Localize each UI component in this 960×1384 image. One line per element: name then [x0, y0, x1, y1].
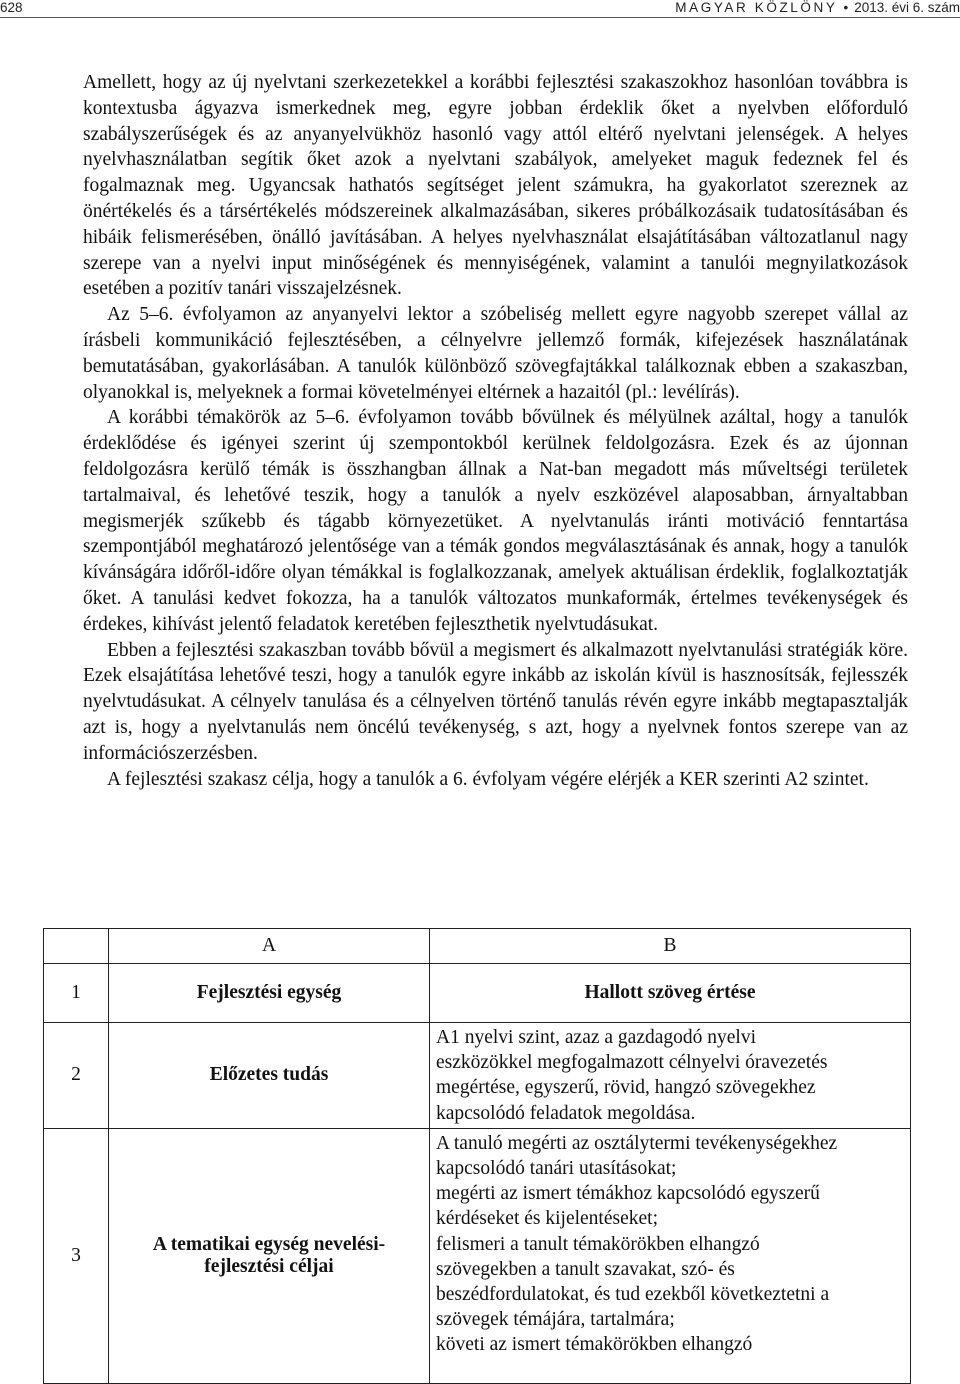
header-cell-empty [44, 929, 109, 964]
row-number: 3 [44, 1128, 109, 1383]
paragraph: Ebben a fejlesztési szakaszban tovább bővül a megismert és alkalmazott nyelvtanulási stratégiák köre. Ezek elsajátítása lehetővé teszi, hogy a tanulók egyre inkább az iskolán kívül is hasznosítsák, fejlesszék nyelvtudásukat. A célnyelv tanulása és a célnyelven történő tanulás révén egyre inkább megtapasztalják azt is, hogy a nyelvtanulás nem öncélú tevékenység, s azt, hogy a nyelvnek fontos szerepe van az információszerzésben. [83, 639, 908, 764]
content-line: kérdéseket és kijelentéseket; [436, 1208, 658, 1230]
table-header-row [44, 929, 911, 964]
content-line: szövegek témájára, tartalmára; [436, 1309, 675, 1331]
row-content [430, 1128, 911, 1383]
row-label: Fejlesztési egység [109, 964, 430, 1023]
content-line: beszédfordulatokat, és tud ezekből következtetni a [436, 1284, 830, 1306]
content-line: kapcsolódó tanári utasításokat; [436, 1158, 677, 1180]
label-line: A tematikai egység nevelési- [152, 1233, 386, 1255]
issue-label: 2013. évi 6. szám [854, 0, 960, 15]
page-header [0, 0, 960, 16]
row-number: 1 [44, 964, 109, 1023]
column-header-b: B [430, 929, 911, 964]
row-label: Előzetes tudás [109, 1023, 430, 1129]
running-head [675, 0, 960, 16]
content-line: felismeri a tanult témakörökben elhangzó [436, 1233, 760, 1255]
row-number: 2 [44, 1023, 109, 1129]
competency-table [43, 928, 911, 1384]
row-content [430, 964, 911, 1023]
content-line: megérti az ismert témákhoz kapcsolódó egyszerű [436, 1183, 820, 1205]
row-content [430, 1023, 911, 1129]
content-line: Hallott szöveg értése [584, 982, 756, 1003]
content-line: A tanuló megérti az osztálytermi tevékenységekhez [436, 1132, 838, 1154]
body-text [83, 70, 908, 792]
label-line: fejlesztési céljai [204, 1255, 334, 1277]
paragraph: Amellett, hogy az új nyelvtani szerkezetekkel a korábbi fejlesztési szakaszokhoz hasonlóan továbbra is kontextusba ágyazva ismerkednek meg, egyre jobban érdeklik őket a nyelvben előforduló szabályszerűségek és az anyanyelvükhöz hasonló vagy attól eltérő nyelvtani jelenségek. A helyes nyelvhasználatban segítik őket azok a nyelvtani szabályok, amelyeket maguk fedeznek fel és fogalmaznak meg. Ugyancsak hathatós segítséget jelent számukra, ha gyakorlatot szereznek az önértékelés és a társértékelés módszereinek alkalmazásában, sikeres próbálkozásaik tudatosításában és hibáik felismerésében, önálló javításában. A helyes nyelvhasználat elsajátításában változatlanul nagy szerepe van a nyelvi input minőségének és mennyiségének, valamint a tanulói megnyilatkozások esetében a pozitív tanári visszajelzésnek. [83, 72, 908, 300]
row-label [109, 1128, 430, 1383]
journal-title: MAGYAR KÖZLÖNY [675, 0, 838, 15]
separator-dot: • [843, 0, 849, 15]
paragraph: A fejlesztési szakasz célja, hogy a tanulók a 6. évfolyam végére elérjék a KER szerinti A2 szintet. [107, 768, 869, 790]
content-line: megértése, egyszerű, rövid, hangzó szövegekhez [436, 1077, 816, 1099]
table-row [44, 1128, 911, 1383]
content-line: eszközökkel megfogalmazott célnyelvi óravezetés [436, 1052, 828, 1074]
column-header-a: A [109, 929, 430, 964]
content-line: követi az ismert témakörökben elhangzó [436, 1334, 753, 1356]
page-number: 628 [0, 0, 23, 15]
paragraph: Az 5–6. évfolyamon az anyanyelvi lektor a szóbeliség mellett egyre nagyobb szerepet vállal az írásbeli kommunikáció fejlesztésében, a célnyelvre jellemző formák, kifejezések használatának bemutatásában, gyakorlásában. A tanulók különböző szövegfajtákkal találkoznak ebben a szakaszban, olyanokkal is, melyeknek a formai követelményei eltérnek a hazaitól (pl.: levélírás). [83, 304, 908, 403]
content-line: kapcsolódó feladatok megoldása. [436, 1102, 696, 1124]
content-line: szövegekben a tanult szavakat, szó- és [436, 1258, 735, 1280]
paragraph: A korábbi témakörök az 5–6. évfolyamon tovább bővülnek és mélyülnek azáltal, hogy a tanulók érdeklődése és igényei szerint új szempontokból kerülnek feldolgozásra. Ezek és az újonnan feldolgozásra kerülő témák is összhangban állnak a Nat-ban megadott más műveltségi területek tartalmaival, és lehetővé teszik, hogy a tanulók a nyelv eszközével alaposabban, árnyaltabban megismerjék szűkebb és tágabb környezetüket. A nyelvtanulás iránti motiváció fenntartása szempontjából meghatározó jelentősége van a témák gondos megválasztásának és annak, hogy a tanulók kívánságára időről-időre olyan témákkal is foglalkozzanak, amelyek aktuálisan érdeklik, foglalkoztatják őket. A tanulási kedvet fokozza, ha a tanulók változatos munkaformák, értelmes tevékenységek és érdekes, kihívást jelentő feladatok keretében fejleszthetik nyelvtudásukat. [83, 407, 908, 635]
table-row [44, 1023, 911, 1129]
table-row [44, 964, 911, 1023]
content-line: A1 nyelvi szint, azaz a gazdagodó nyelvi [436, 1027, 757, 1048]
